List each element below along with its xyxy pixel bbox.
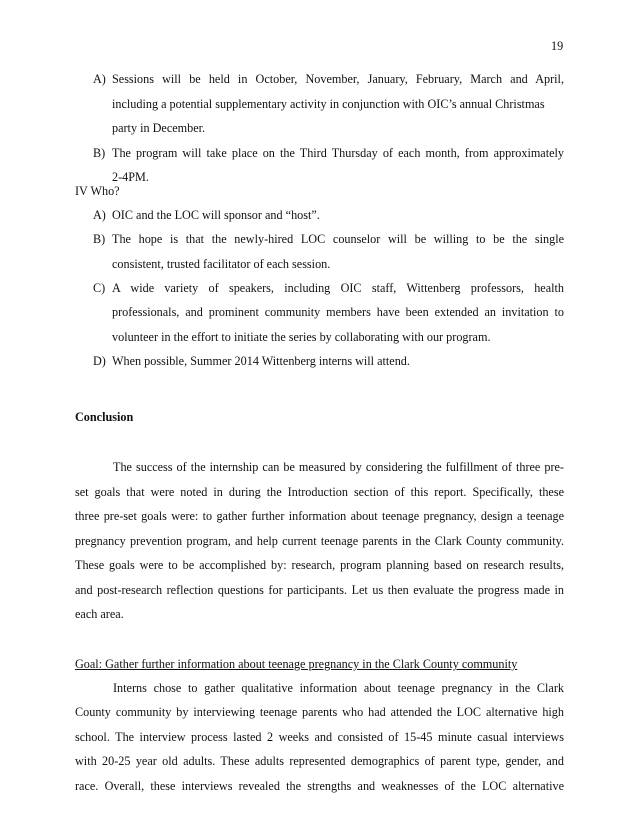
paragraph-line: pregnancy prevention program, and help current teenage parents in the Clark County community.: [75, 535, 564, 548]
paragraph-line: set goals that were noted in during the Introduction section of this report. Specifically, these: [75, 486, 564, 499]
paragraph-line: school. The interview process lasted 2 weeks and consisted of 15-45 minute casual interviews: [75, 731, 564, 744]
list-item-line: The program will take place on the Third Thursday of each month, from approximately: [112, 147, 564, 160]
conclusion-heading: Conclusion: [75, 410, 134, 424]
list-item-line: 2-4PM.: [112, 170, 149, 184]
paragraph-line: each area.: [75, 607, 124, 621]
paragraph-line: race. Overall, these interviews revealed the strengths and weaknesses of the LOC alternative: [75, 780, 564, 793]
goal-heading: Goal: Gather further information about teenage pregnancy in the Clark County community: [75, 657, 518, 671]
paragraph-line: The success of the internship can be measured by considering the fulfillment of three pre-: [113, 461, 564, 474]
paragraph-line: County community by interviewing teenage parents who had attended the LOC alternative high: [75, 706, 564, 719]
list-item-line: Sessions will be held in October, November, January, February, March and April,: [112, 73, 564, 86]
list-item-line: volunteer in the effort to initiate the series by collaborating with our program.: [112, 330, 491, 344]
list-marker: A): [93, 208, 106, 222]
page-number: 19: [551, 39, 564, 53]
list-item-line: including a potential supplementary activity in conjunction with OIC’s annual Christmas: [112, 97, 545, 111]
list-item-line: OIC and the LOC will sponsor and “host”.: [112, 208, 320, 222]
list-item-line: party in December.: [112, 121, 206, 135]
list-marker: B): [93, 146, 106, 160]
section-heading-who: IV Who?: [75, 184, 120, 198]
list-item-line: When possible, Summer 2014 Wittenberg interns will attend.: [112, 354, 410, 368]
list-marker: C): [93, 281, 106, 295]
list-marker: D): [93, 354, 106, 368]
list-item-line: The hope is that the newly-hired LOC counselor will be willing to be the single: [112, 233, 564, 246]
paragraph-line: with 20-25 year old adults. These adults represented demographics of parent type, gender, and: [75, 755, 564, 768]
list-marker: B): [93, 232, 106, 246]
list-item-line: A wide variety of speakers, including OIC staff, Wittenberg professors, health: [112, 282, 564, 295]
paragraph-line: and post-research reflection questions for participants. Let us then evaluate the progress made in: [75, 584, 564, 597]
paragraph-line: These goals were to be accomplished by: research, program planning based on research results,: [75, 559, 564, 572]
list-item-line: professionals, and prominent community members have been extended an invitation to: [112, 306, 564, 319]
list-item-line: consistent, trusted facilitator of each session.: [112, 257, 331, 271]
paragraph-line: three pre-set goals were: to gather further information about teenage pregnancy, design a teenage: [75, 510, 564, 523]
paragraph-line: Interns chose to gather qualitative information about teenage pregnancy in the Clark: [113, 682, 564, 695]
list-marker: A): [93, 72, 106, 86]
